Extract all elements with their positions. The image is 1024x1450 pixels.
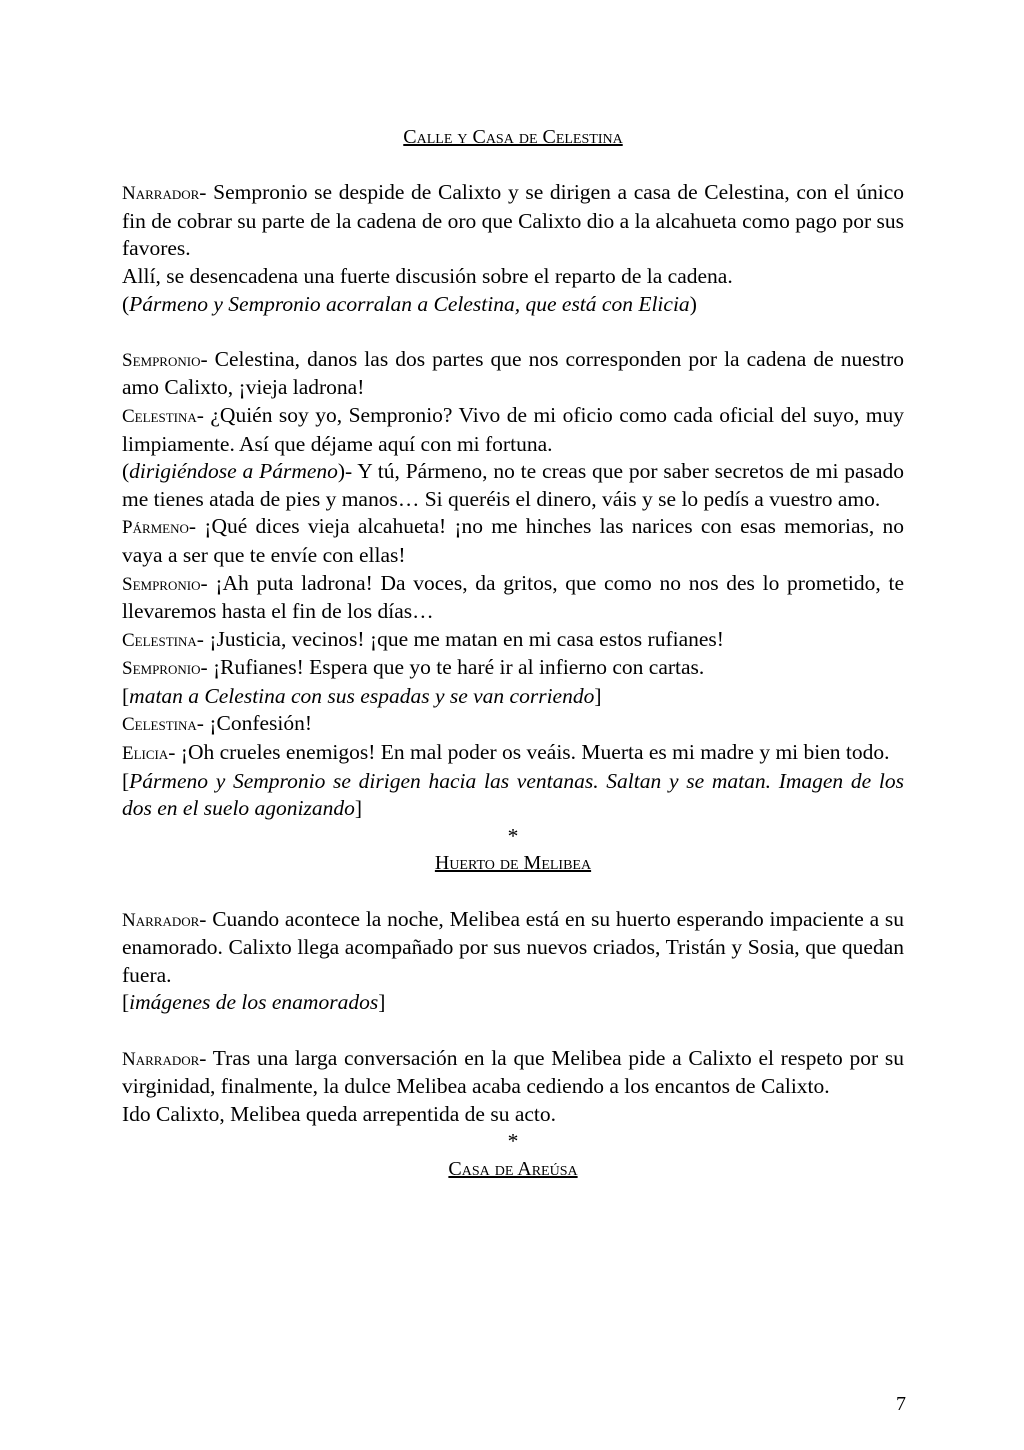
dialogue-text: - ¡Oh crueles enemigos! En mal poder os veáis. Muerta es mi madre y mi bien todo. xyxy=(168,740,890,765)
dialogue-line xyxy=(122,458,904,513)
dialogue-line xyxy=(122,346,904,402)
bracket: ( xyxy=(122,459,130,484)
narration-paragraph: Ido Calixto, Melibea queda arrepentida de su acto. xyxy=(122,1101,557,1126)
spacer xyxy=(122,1017,904,1045)
stage-direction xyxy=(122,683,904,711)
section-separator: * xyxy=(507,1129,519,1154)
dialogue-line xyxy=(122,570,904,626)
stage-direction xyxy=(122,768,904,823)
speaker-label: Sempronio xyxy=(122,349,201,371)
dialogue-line xyxy=(122,710,904,739)
narration-paragraph xyxy=(122,179,904,263)
speaker-label: Pármeno xyxy=(122,517,189,539)
dialogue-text: - ¡Qué dices vieja alcahueta! ¡no me hinches las narices con esas memorias, no vaya a ser que te envíe con ellas! xyxy=(122,514,904,567)
dialogue-line xyxy=(122,402,904,458)
section-separator: * xyxy=(507,823,519,848)
document-page xyxy=(122,124,904,1184)
speaker-label: Narrador xyxy=(122,909,200,931)
speaker-label: Elicia xyxy=(122,743,169,765)
stage-direction-text: Pármeno y Sempronio se dirigen hacia las ventanas. Saltan y se matan. Imagen de los dos en el suelo agonizando xyxy=(122,768,904,821)
dialogue-line xyxy=(122,626,904,655)
stage-direction-text: dirigiéndose a Pármeno xyxy=(129,459,338,484)
bracket: ) xyxy=(689,291,697,316)
bracket: [ xyxy=(122,990,130,1015)
spacer xyxy=(122,318,904,346)
stage-direction-text: Pármeno y Sempronio acorralan a Celestina, que está con Elicia xyxy=(129,291,690,316)
stage-direction-text: imágenes de los enamorados xyxy=(129,990,379,1015)
speaker-label: Narrador xyxy=(122,1048,200,1070)
spacer xyxy=(122,878,904,906)
bracket: [ xyxy=(122,768,130,793)
dialogue-text: - ¿Quién soy yo, Sempronio? Vivo de mi oficio como cada oficial del suyo, muy limpiamente. Así que déjame aquí con mi fortuna. xyxy=(122,402,904,456)
page-number: 7 xyxy=(896,1393,906,1415)
narration-paragraph: Allí, se desencadena una fuerte discusión sobre el reparto de la cadena. xyxy=(122,263,733,288)
dialogue-text: - ¡Ah puta ladrona! Da voces, da gritos, que como no nos des lo prometido, te llevaremos hasta el fin de los días… xyxy=(122,570,904,624)
dialogue-text: - ¡Justicia, vecinos! ¡que me matan en mi casa estos rufianes! xyxy=(196,626,724,651)
section-heading: Huerto de Melibea xyxy=(434,852,592,875)
paragraph-text: - Tras una larga conversación en la que Melibea pide a Calixto el respeto por su virginidad, finalmente, la dulce Melibea acaba cediendo a los encantos de Calixto. xyxy=(122,1045,904,1099)
bracket: ] xyxy=(594,683,602,708)
bracket: ] xyxy=(354,796,363,821)
dialogue-text: - ¡Confesión! xyxy=(196,711,313,736)
speaker-label: Celestina xyxy=(122,629,197,651)
speaker-label: Narrador xyxy=(122,183,200,205)
section-heading: Calle y Casa de Celestina xyxy=(403,126,623,148)
dialogue-line xyxy=(122,654,904,683)
dialogue-text: - ¡Rufianes! Espera que yo te haré ir al infierno con cartas. xyxy=(200,655,705,680)
dialogue-text: - Celestina, danos las dos partes que nos corresponden por la cadena de nuestro amo Calixto, ¡vieja ladrona! xyxy=(122,346,904,400)
dialogue-text: )- Y tú, Pármeno, no te creas que por saber secretos de mi pasado me tienes atada de pies y manos… Si queréis el dinero, váis y se lo pedís a vuestro amo. xyxy=(122,459,904,511)
paragraph-text: - Sempronio se despide de Calixto y se dirigen a casa de Celestina, con el único fin de cobrar su parte de la cadena de oro que Calixto dio a la alcahueta como pago por sus favores. xyxy=(122,180,904,261)
stage-direction-text: matan a Celestina con sus espadas y se van corriendo xyxy=(129,683,595,708)
bracket: ] xyxy=(378,990,386,1015)
speaker-label: Sempronio xyxy=(122,658,201,680)
bracket: [ xyxy=(122,683,130,708)
stage-direction xyxy=(122,989,904,1017)
spacer xyxy=(122,152,904,180)
stage-direction xyxy=(122,291,904,319)
speaker-label: Sempronio xyxy=(122,573,201,595)
dialogue-line xyxy=(122,739,904,768)
paragraph-text: - Cuando acontece la noche, Melibea está en su huerto esperando impaciente a su enamorado. Calixto llega acompañado por sus nuevos criados, Tristán y Sosia, que quedan fuera. xyxy=(122,906,904,987)
speaker-label: Celestina xyxy=(122,714,197,736)
narration-paragraph xyxy=(122,906,904,990)
dialogue-line xyxy=(122,513,904,569)
section-heading: Casa de Areúsa xyxy=(448,1157,578,1180)
narration-paragraph xyxy=(122,1045,904,1101)
bracket: ( xyxy=(122,291,130,316)
speaker-label: Celestina xyxy=(122,405,197,427)
